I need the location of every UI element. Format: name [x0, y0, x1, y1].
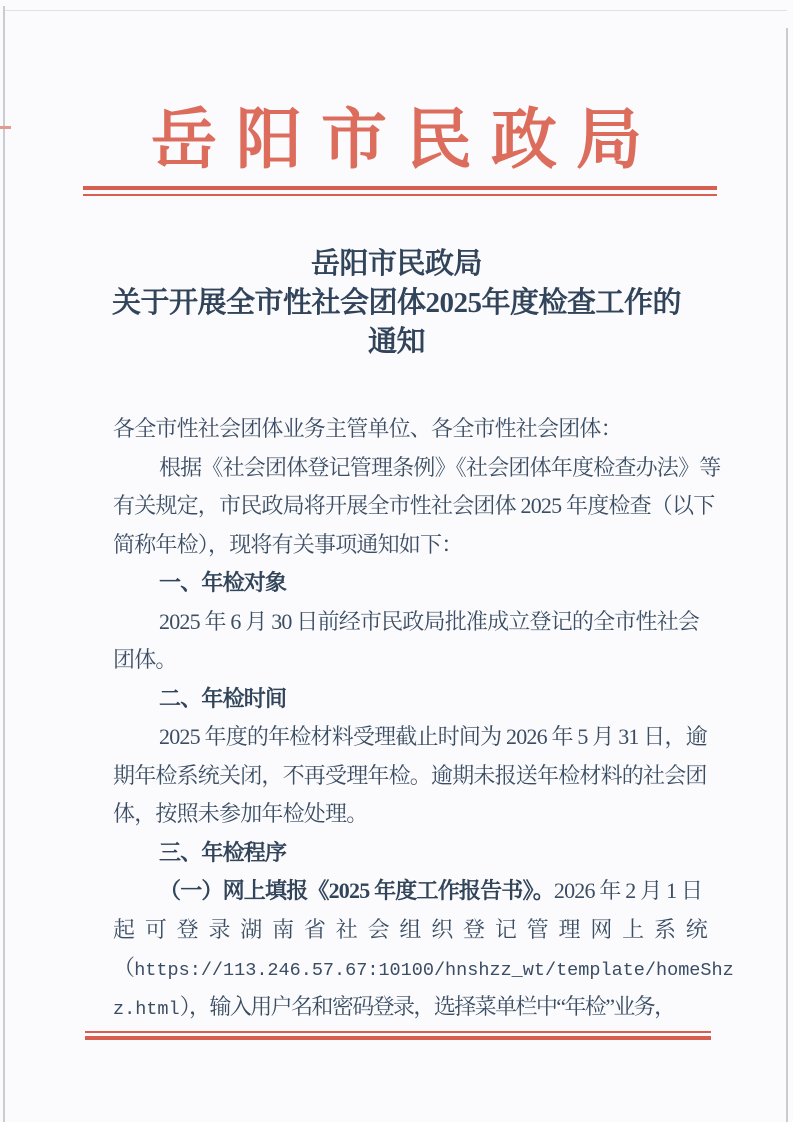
salutation: 各全市性社会团体业务主管单位、各全市性社会团体：: [113, 416, 622, 441]
section-3-line-4: [113, 988, 707, 1027]
section-3-heading: 三、年检程序: [159, 839, 287, 865]
document-title: [0, 245, 793, 362]
section-2-line-3: 体，按照未参加年检处理。: [113, 801, 368, 826]
footer-rule-thin: [85, 1031, 711, 1033]
section-1-heading: 一、年检对象: [159, 570, 287, 595]
document-body: [113, 410, 734, 1026]
intro-line-1: 根据《社会团体登记管理条例》《社会团体年度检查办法》等: [159, 454, 721, 480]
item-1-rest: 2026 年 2 月 1 日: [553, 878, 703, 903]
letterhead-agency-name: 岳阳市民政局: [151, 104, 661, 177]
letterhead-rule-thin: [83, 194, 717, 196]
document-title-line-1: 岳阳市民政局: [310, 248, 482, 280]
url-open-paren: （: [113, 955, 135, 980]
line-4-rest: ），输入用户名和密码登录，选择菜单栏中“年检”业务，: [179, 993, 675, 1019]
section-2-heading: 二、年检时间: [159, 685, 287, 711]
document-title-line-3: 通知: [367, 326, 425, 358]
section-3-item-1: [113, 872, 707, 911]
section-1-line-2: 团体。: [113, 647, 177, 672]
section-2-line-1: 2025 年度的年检材料受理截止时间为 2026 年 5 月 31 日，逾: [159, 724, 707, 749]
intro-line-2: 有关规定，市民政局将开展全市性社会团体 2025 年度检查（以下: [113, 493, 715, 518]
letterhead-rule-thick: [83, 186, 717, 190]
section-1-line-1: 2025 年 6 月 30 日前经市民政局批准成立登记的全市性社会: [159, 608, 700, 634]
item-1-bold-lead: （一）网上填报《2025 年度工作报告书》。: [159, 878, 554, 903]
section-2-line-2: 期年检系统关闭，不再受理年检。逾期未报送年检材料的社会团: [113, 762, 707, 788]
section-3-line-2: 起可登录湖南省社会组织登记管理网上系统: [113, 916, 707, 942]
system-url: https://113.246.57.67:10100/hnshzz_wt/template/homeShz: [134, 960, 734, 981]
section-3-url-line: [113, 949, 734, 988]
scan-edge-top: [5, 10, 787, 11]
footer-rule-thick: [85, 1036, 711, 1040]
document-title-line-2: 关于开展全市性社会团体2025年度检查工作的: [111, 287, 681, 319]
scan-edge-right: [786, 28, 788, 1122]
intro-line-3: 简称年检），现将有关事项通知如下：: [113, 531, 463, 557]
url-continuation: z.html: [113, 998, 180, 1020]
